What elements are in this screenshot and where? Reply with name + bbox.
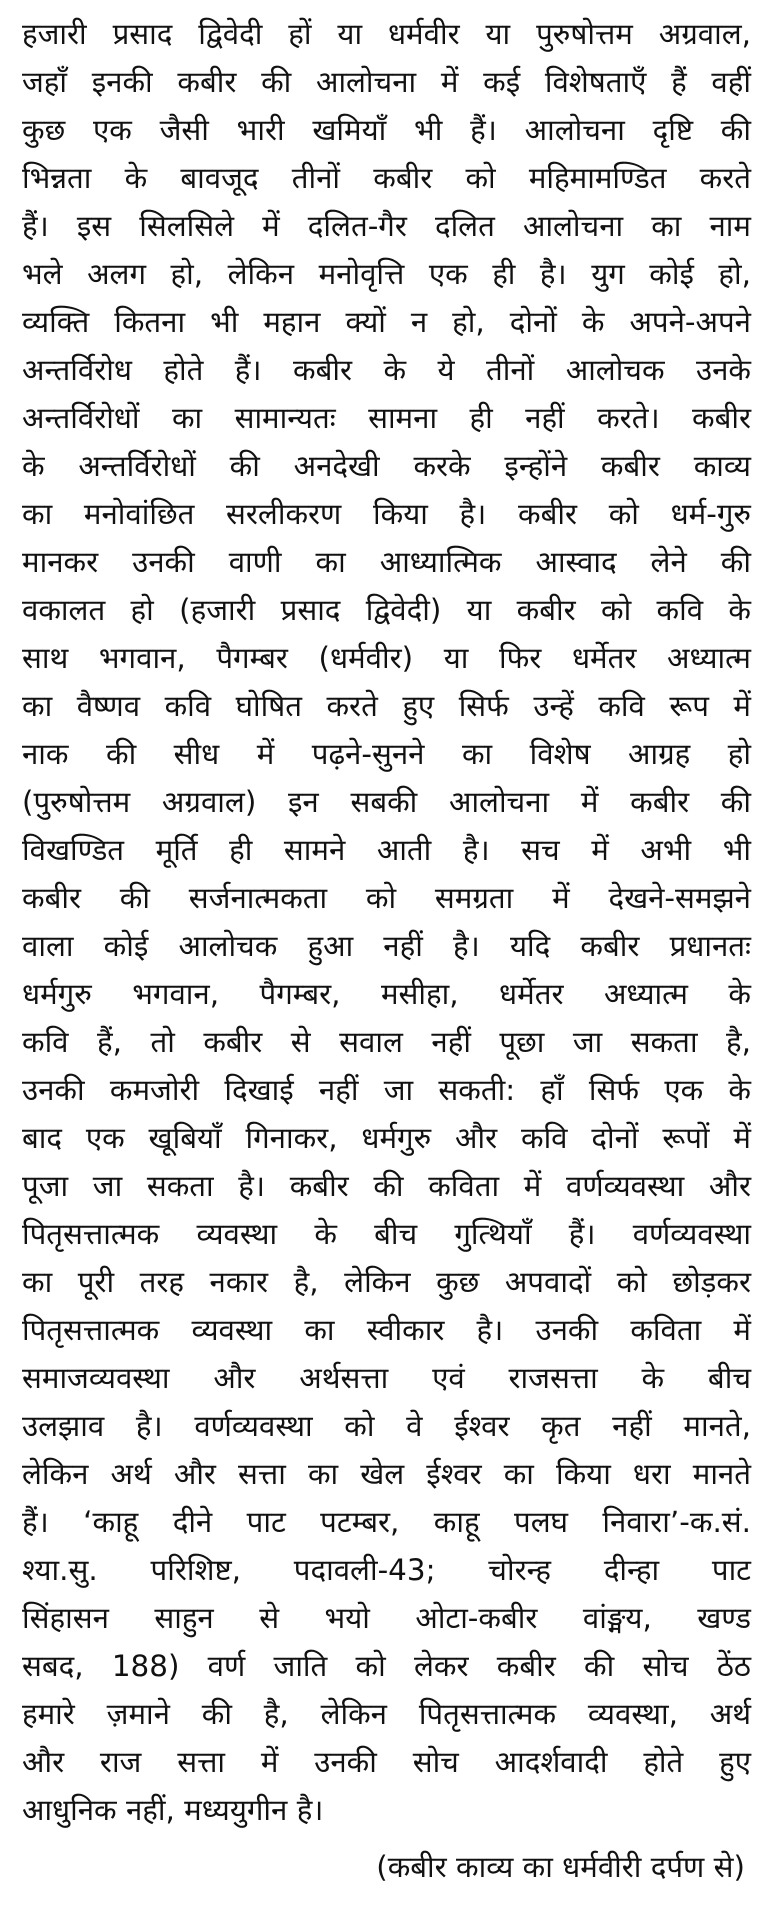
text-line: धर्मगुरु भगवान, पैगम्बर, मसीहा, धर्मेतर अध्यात्म के — [22, 977, 751, 1011]
text-line: का पूरी तरह नकार है, लेकिन कुछ अपवादों को छोड़कर — [22, 1265, 751, 1299]
text-line: कबीर की सर्जनात्मकता को समग्रता में देखने-समझने — [22, 881, 751, 915]
text-line: मानकर उनकी वाणी का आध्यात्मिक आस्वाद लेने की — [22, 545, 751, 579]
text-line: हमारे ज़माने की है, लेकिन पितृसत्तात्मक व्यवस्था, अर्थ — [22, 1697, 751, 1731]
text-line: का वैष्णव कवि घोषित करते हुए सिर्फ उन्हें कवि रूप में — [22, 689, 751, 723]
text-line: कुछ एक जैसी भारी खमियाँ भी हैं। आलोचना दृष्टि की — [22, 113, 751, 147]
source-attribution: (कबीर काव्य का धर्मवीरी दर्पण से) — [376, 1850, 745, 1884]
text-line: (पुरुषोत्तम अग्रवाल) इन सबकी आलोचना में कबीर की — [22, 785, 751, 819]
text-line: पितृसत्तात्मक व्यवस्था का स्वीकार है। उनकी कविता में — [22, 1313, 751, 1347]
text-line: पूजा जा सकता है। कबीर की कविता में वर्णव्यवस्था और — [22, 1169, 751, 1203]
text-line: साथ भगवान, पैगम्बर (धर्मवीर) या फिर धर्मेतर अध्यात्म — [22, 641, 752, 675]
text-line: अन्तर्विरोधों का सामान्यतः सामना ही नहीं करते। कबीर — [22, 401, 751, 435]
text-line: श्या.सु. परिशिष्ट, पदावली-43; चोरन्ह दीन्हा पाट — [22, 1553, 751, 1587]
text-line: समाजव्यवस्था और अर्थसत्ता एवं राजसत्ता के बीच — [22, 1361, 751, 1395]
text-line: सिंहासन साहुन से भयो ओटा-कबीर वांङ्मय, खण्ड — [22, 1601, 751, 1635]
text-line: नाक की सीध में पढ़ने-सुनने का विशेष आग्रह हो — [22, 737, 751, 771]
text-line: वाला कोई आलोचक हुआ नहीं है। यदि कबीर प्रधानतः — [22, 929, 751, 963]
text-line: सबद, 188) वर्ण जाति को लेकर कबीर की सोच ठेंठ — [22, 1649, 751, 1683]
text-line: हजारी प्रसाद द्विवेदी हों या धर्मवीर या पुरुषोत्तम अग्रवाल, — [22, 17, 751, 51]
text-line: बाद एक खूबियाँ गिनाकर, धर्मगुरु और कवि दोनों रूपों में — [22, 1121, 751, 1155]
text-line: के अन्तर्विरोधों की अनदेखी करके इन्होंने कबीर काव्य — [22, 449, 751, 483]
text-line: हैं। ‘काहू दीने पाट पटम्बर, काहू पलघ निवारा’-क.सं. — [22, 1505, 751, 1539]
text-line: विखण्डित मूर्ति ही सामने आती है। सच में अभी भी — [22, 833, 751, 867]
text-line: उनकी कमजोरी दिखाई नहीं जा सकती: हाँ सिर्फ एक के — [22, 1073, 751, 1107]
text-line: हैं। इस सिलसिले में दलित-गैर दलित आलोचना का नाम — [22, 209, 751, 243]
text-line: उलझाव है। वर्णव्यवस्था को वे ईश्वर कृत नहीं मानते, — [22, 1409, 751, 1443]
text-line-last: आधुनिक नहीं, मध्ययुगीन है। — [22, 1793, 324, 1827]
text-line: और राज सत्ता में उनकी सोच आदर्शवादी होते हुए — [22, 1745, 751, 1779]
text-line: कवि हैं, तो कबीर से सवाल नहीं पूछा जा सकता है, — [22, 1025, 751, 1059]
text-line: भिन्नता के बावजूद तीनों कबीर को महिमामण्डित करते — [22, 161, 751, 195]
text-line: भले अलग हो, लेकिन मनोवृत्ति एक ही है। युग कोई हो, — [22, 257, 751, 291]
text-line: पितृसत्तात्मक व्यवस्था के बीच गुत्थियाँ हैं। वर्णव्यवस्था — [22, 1217, 751, 1251]
text-line: अन्तर्विरोध होते हैं। कबीर के ये तीनों आलोचक उनके — [22, 353, 751, 387]
essay-paragraph — [22, 10, 751, 1834]
text-line: लेकिन अर्थ और सत्ता का खेल ईश्वर का किया धरा मानते — [22, 1457, 751, 1491]
text-line: जहाँ इनकी कबीर की आलोचना में कई विशेषताएँ हैं वहीं — [22, 65, 751, 99]
text-line: का मनोवांछित सरलीकरण किया है। कबीर को धर्म-गुरु — [22, 497, 751, 531]
text-line: वकालत हो (हजारी प्रसाद द्विवेदी) या कबीर को कवि के — [22, 593, 751, 627]
text-line: व्यक्ति कितना भी महान क्यों न हो, दोनों के अपने-अपने — [22, 305, 751, 339]
